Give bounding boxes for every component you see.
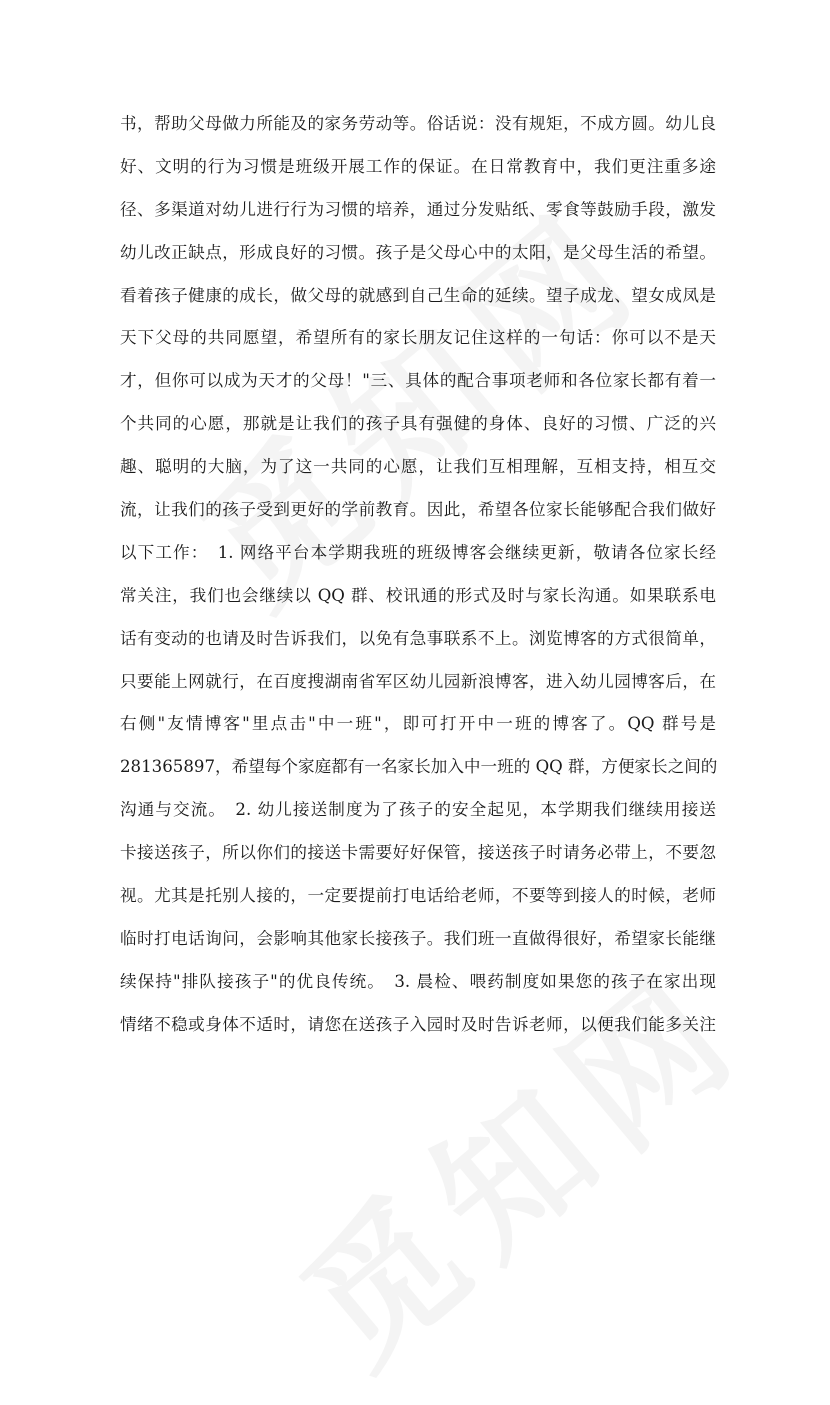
text-line: 281365897，希望每个家庭都有一名家长加入中一班的 QQ 群，方便家长之间的 xyxy=(120,757,718,777)
text-line: 径、多渠道对幼儿进行行为习惯的培养，通过分发贴纸、零食等鼓励手段，激发 xyxy=(120,199,716,219)
text-line: 书，帮助父母做力所能及的家务劳动等。俗话说：没有规矩，不成方圆。幼儿良 xyxy=(120,114,716,133)
text-line: 以下工作： 1. 网络平台本学期我班的班级博客会继续更新，敬请各位家长经 xyxy=(120,542,716,562)
body-paragraph xyxy=(120,103,716,1047)
text-line: 看着孩子健康的成长，做父母的就感到自己生命的延续。望子成龙、望女成凤是 xyxy=(120,285,716,305)
text-line: 临时打电话询问，会影响其他家长接孩子。我们班一直做得很好，希望家长能继 xyxy=(120,928,716,948)
text-line: 个共同的心愿，那就是让我们的孩子具有强健的身体、良好的习惯、广泛的兴 xyxy=(120,414,716,434)
text-line: 天下父母的共同愿望，希望所有的家长朋友记住这样的一句话：你可以不是天 xyxy=(120,328,716,348)
text-line: 续保持"排队接孩子"的优良传统。 3. 晨检、喂药制度如果您的孩子在家出现 xyxy=(120,971,716,991)
text-line: 趣、聪明的大脑，为了这一共同的心愿，让我们互相理解，互相支持，相互交 xyxy=(120,457,716,477)
text-line: 只要能上网就行，在百度搜湖南省军区幼儿园新浪博客，进入幼儿园博客后，在 xyxy=(120,671,716,691)
text-line: 常关注，我们也会继续以 QQ 群、校讯通的形式及时与家长沟通。如果联系电 xyxy=(120,585,716,605)
text-line: 话有变动的也请及时告诉我们，以免有急事联系不上。浏览博客的方式很简单， xyxy=(120,628,716,648)
text-line: 好、文明的行为习惯是班级开展工作的保证。在日常教育中，我们更注重多途 xyxy=(120,156,716,176)
text-line: 卡接送孩子，所以你们的接送卡需要好好保管，接送孩子时请务必带上，不要忽 xyxy=(120,843,716,863)
text-line: 情绪不稳或身体不适时，请您在送孩子入园时及时告诉老师，以便我们能多关注 xyxy=(120,1014,716,1034)
text-line: 右侧"友情博客"里点击"中一班"，即可打开中一班的博客了。QQ 群号是 xyxy=(120,714,716,734)
text-line: 才，但你可以成为天才的父母！"三、具体的配合事项老师和各位家长都有着一 xyxy=(120,371,716,391)
text-line: 沟通与交流。 2. 幼儿接送制度为了孩子的安全起见，本学期我们继续用接送 xyxy=(120,800,716,820)
text-line: 幼儿改正缺点，形成良好的习惯。孩子是父母心中的太阳，是父母生活的希望。 xyxy=(120,242,716,262)
text-line: 流，让我们的孩子受到更好的学前教育。因此，希望各位家长能够配合我们做好 xyxy=(120,500,716,520)
text-line: 视。尤其是托别人接的，一定要提前打电话给老师，不要等到接人的时候，老师 xyxy=(120,886,716,906)
